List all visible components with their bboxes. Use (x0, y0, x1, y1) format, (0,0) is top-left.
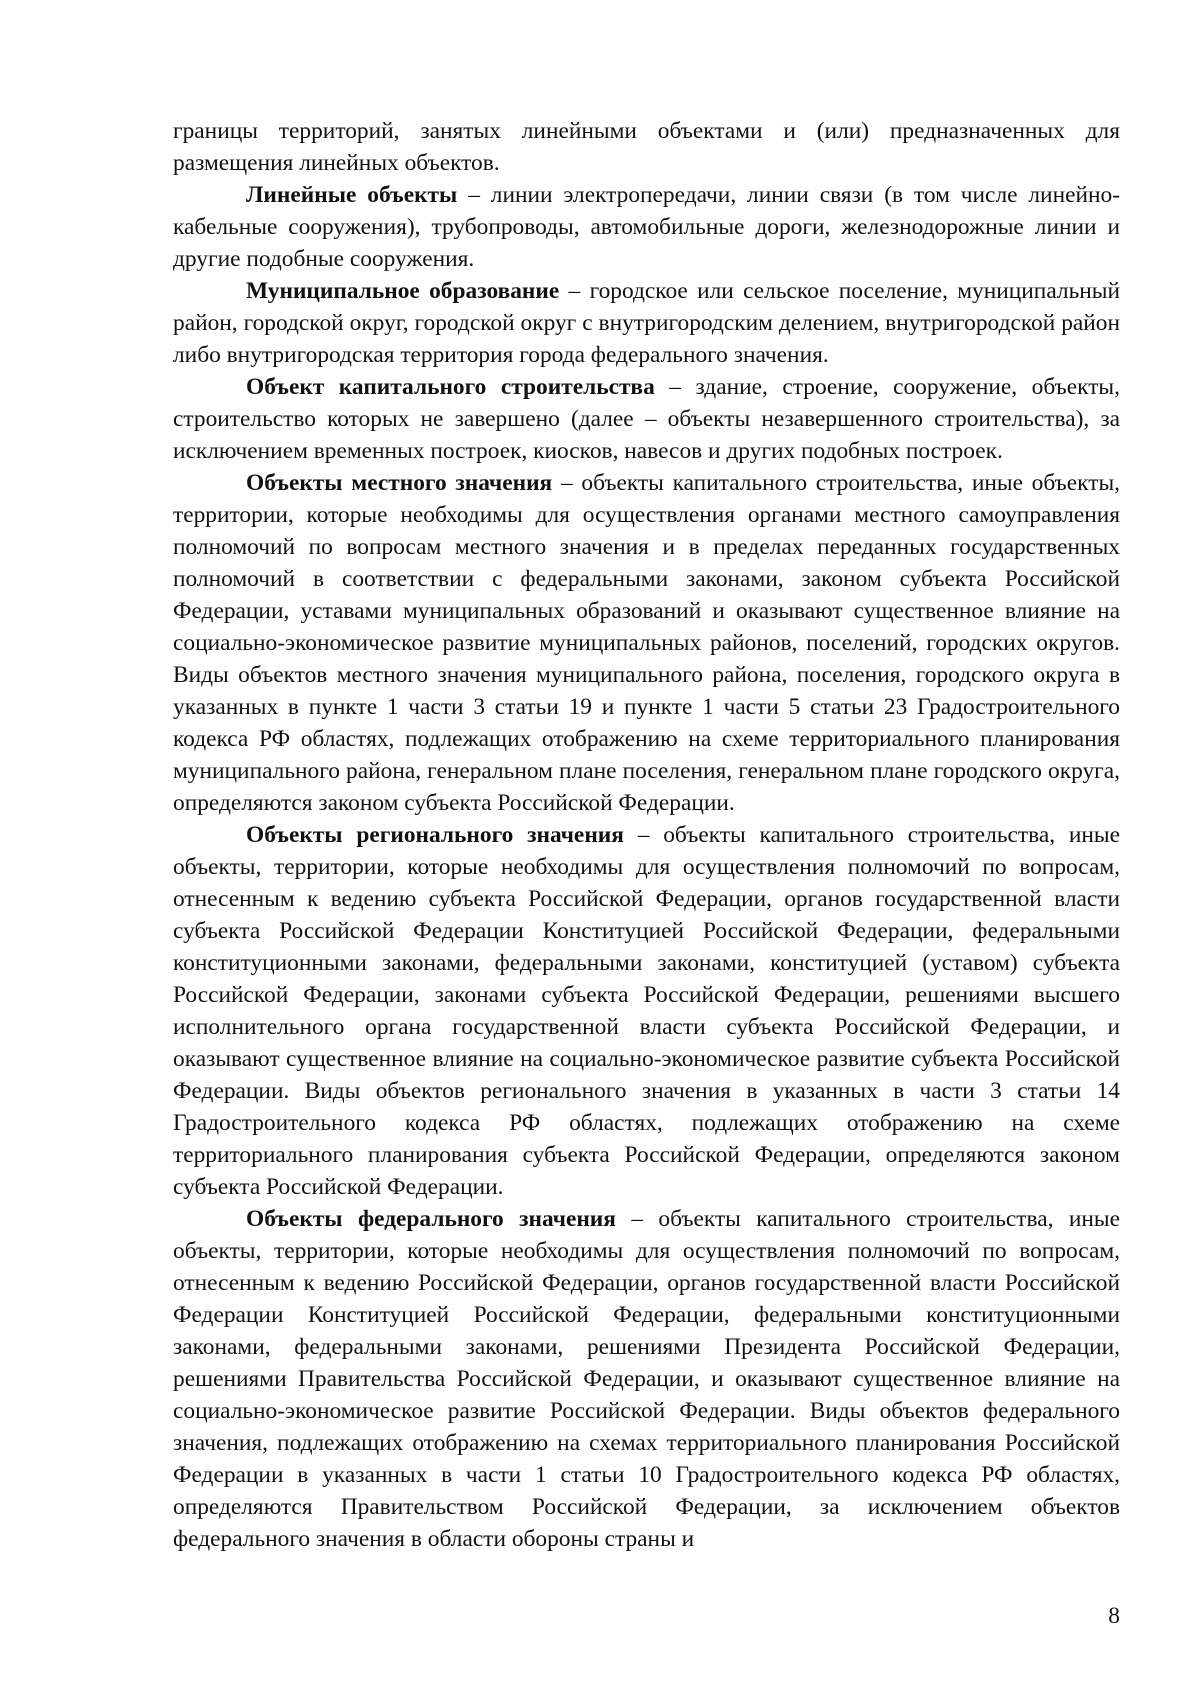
definition-capital-construction (173, 371, 1120, 467)
definition-linear-objects (173, 179, 1120, 275)
definition-text: – объекты капитального строительства, иные объекты, территории, которые необходимы для осуществления органами местного самоуправления полномочий по вопросам местного значения и в пределах переданных государственных полномочий в соответствии с федеральными законами, законом субъекта Российской Федерации, уставами муниципальных образований и оказывают существенное влияние на социально-экономическое развитие муниципальных районов, поселений, городских округов. Виды объектов местного значения муниципального района, поселения, городского округа в указанных в пункте 1 части 3 статьи 19 и пункте 1 части 5 статьи 23 Градостроительного кодекса РФ областях, подлежащих отображению на схеме территориального планирования муниципального района, генеральном плане поселения, генеральном плане городского округа, определяются законом субъекта Российской Федерации. (173, 470, 1121, 816)
definition-term: Объекты местного значения (246, 470, 553, 496)
definition-term: Линейные объекты (246, 182, 458, 208)
definition-text: – здание, строение, сооружение, объекты, строительство которых не завершено (далее – объекты незавершенного строительства), за исключением временных построек, киосков, навесов и других подобных построек. (173, 374, 1120, 464)
definition-term: Объекты федерального значения (246, 1206, 616, 1232)
definition-term: Объект капитального строительства (246, 374, 655, 400)
definition-term: Муниципальное образование (246, 278, 560, 304)
definition-term: Объекты регионального значения (246, 822, 624, 848)
definition-text: – объекты капитального строительства, иные объекты, территории, которые необходимы для осуществления полномочий по вопросам, отнесенным к ведению Российской Федерации, органов государственной власти Российской Федерации Конституцией Российской Федерации, федеральными конституционными законами, федеральными законами, решениями Президента Российской Федерации, решениями Правительства Российской Федерации, и оказывают существенное влияние на социально-экономическое развитие Российской Федерации. Виды объектов федерального значения, подлежащих отображению на схемах территориального планирования Российской Федерации в указанных в части 1 статьи 10 Градостроительного кодекса РФ областях, определяются Правительством Российской Федерации, за исключением объектов федерального значения в области обороны страны и (173, 1206, 1120, 1552)
definition-text: – линии электропередачи, линии связи (в том числе линейно-кабельные сооружения), трубопроводы, автомобильные дороги, железнодорожные линии и другие подобные сооружения. (173, 182, 1120, 272)
definition-text: – городское или сельское поселение, муниципальный район, городской округ, городской округ с внутригородским делением, внутригородской район либо внутригородская территория города федерального значения. (173, 278, 1120, 368)
definition-regional-objects (173, 819, 1120, 1203)
definition-local-objects (173, 467, 1120, 819)
continuation-paragraph: границы территорий, занятых линейными объектами и (или) предназначенных для размещения линейных объектов. (173, 118, 1120, 176)
definition-federal-objects (173, 1203, 1120, 1555)
page-number: 8 (1108, 1603, 1120, 1629)
definition-municipal-formation (173, 275, 1120, 371)
document-page (173, 115, 1120, 1555)
definition-text: – объекты капитального строительства, иные объекты, территории, которые необходимы для осуществления полномочий по вопросам, отнесенным к ведению субъекта Российской Федерации, органов государственной власти субъекта Российской Федерации Конституцией Российской Федерации, федеральными конституционными законами, федеральными законами, конституцией (уставом) субъекта Российской Федерации, законами субъекта Российской Федерации, решениями высшего исполнительного органа государственной власти субъекта Российской Федерации, и оказывают существенное влияние на социально-экономическое развитие субъекта Российской Федерации. Виды объектов регионального значения в указанных в части 3 статьи 14 Градостроительного кодекса РФ областях, подлежащих отображению на схеме территориального планирования субъекта Российской Федерации, определяются законом субъекта Российской Федерации. (173, 822, 1120, 1200)
